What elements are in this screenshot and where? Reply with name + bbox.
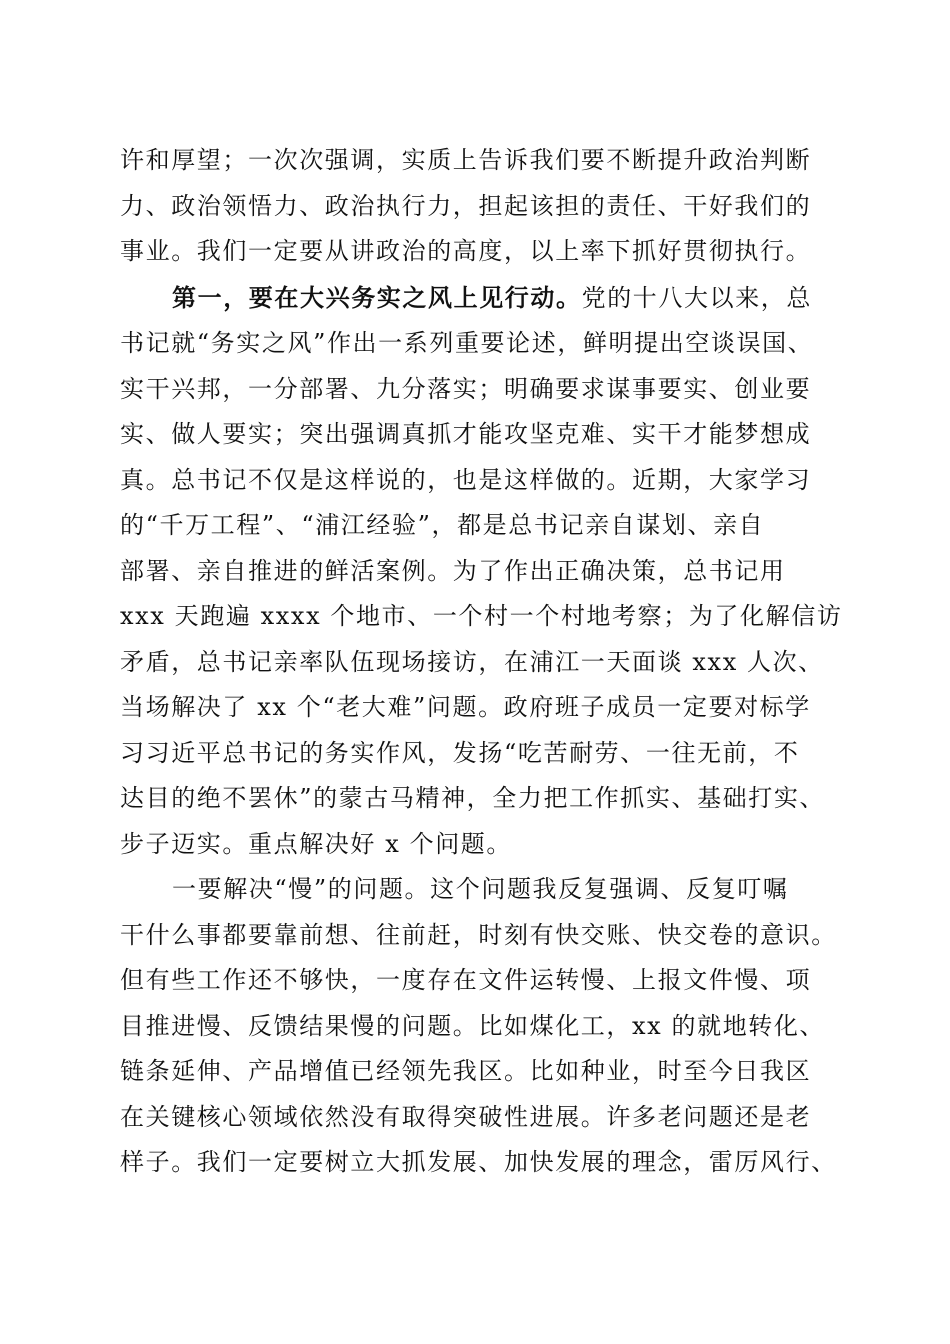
paragraph-slow-problem <box>120 867 840 1186</box>
text-line: 许和厚望；一次次强调，实质上告诉我们要不断提升政治判断 <box>120 146 812 174</box>
heading-line-rest: 党的十八大以来，总 <box>581 283 813 312</box>
text-line: 事业。我们一定要从讲政治的高度，以上率下抓好贯彻执行。 <box>120 237 812 265</box>
text-line: 在关键核心领域依然没有取得突破性进展。许多老问题还是老 <box>120 1102 812 1131</box>
text-line: 的“千万工程”、“浦江经验”，都是总书记亲自谋划、亲自 <box>120 511 765 539</box>
text-line: 达目的绝不罢休”的蒙古马精神，全力把工作抓实、基础打实、 <box>120 784 826 812</box>
text-line: 习习近平总书记的务实作风，发扬“吃苦耐劳、一往无前，不 <box>120 738 800 767</box>
document-body <box>120 138 843 1186</box>
text-line: 步子迈实。重点解决好 x 个问题。 <box>120 829 512 858</box>
paragraph-heading: 第一，要在大兴务实之风上见行动。 <box>172 282 582 312</box>
text-line-with-heading <box>120 275 840 322</box>
text-line: 当场解决了 xx 个“老大难”问题。政府班子成员一定要对标学 <box>120 693 811 721</box>
text-line: 但有些工作还不够快，一度存在文件运转慢、上报文件慢、项 <box>120 966 812 994</box>
text-line: xxx 天跑遍 xxxx 个地市、一个村一个村地考察；为了化解信访 <box>120 602 843 630</box>
text-line: 干什么事都要靠前想、往前赶，时刻有快交账、快交卷的意识。 <box>120 920 837 949</box>
text-line: 实、做人要实；突出强调真抓才能攻坚克难、实干才能梦想成 <box>120 420 812 448</box>
text-line: 力、政治领悟力、政治执行力，担起该担的责任、干好我们的 <box>120 191 812 220</box>
text-line: 一要解决“慢”的问题。这个问题我反复强调、反复叮嘱 <box>172 875 789 903</box>
text-line: 真。总书记不仅是这样说的，也是这样做的。近期，大家学习 <box>120 465 812 494</box>
text-line: 目推进慢、反馈结果慢的问题。比如煤化工，xx 的就地转化、 <box>120 1011 826 1040</box>
text-line: 实干兴邦，一分部署、九分落实；明确要求谋事要实、创业要 <box>120 374 812 403</box>
paragraph-intro <box>120 138 840 275</box>
text-line: 链条延伸、产品增值已经领先我区。比如种业，时至今日我区 <box>120 1057 812 1085</box>
text-line: 样子。我们一定要树立大抓发展、加快发展的理念，雷厉风行、 <box>120 1148 837 1176</box>
text-line: 书记就“务实之风”作出一系列重要论述，鲜明提出空谈误国、 <box>120 329 814 357</box>
paragraph-first-point <box>120 275 843 868</box>
text-line: 部署、亲自推进的鲜活案例。为了作出正确决策，总书记用 <box>120 556 786 585</box>
text-line: 矛盾，总书记亲率队伍现场接访，在浦江一天面谈 xxx 人次、 <box>120 647 824 676</box>
